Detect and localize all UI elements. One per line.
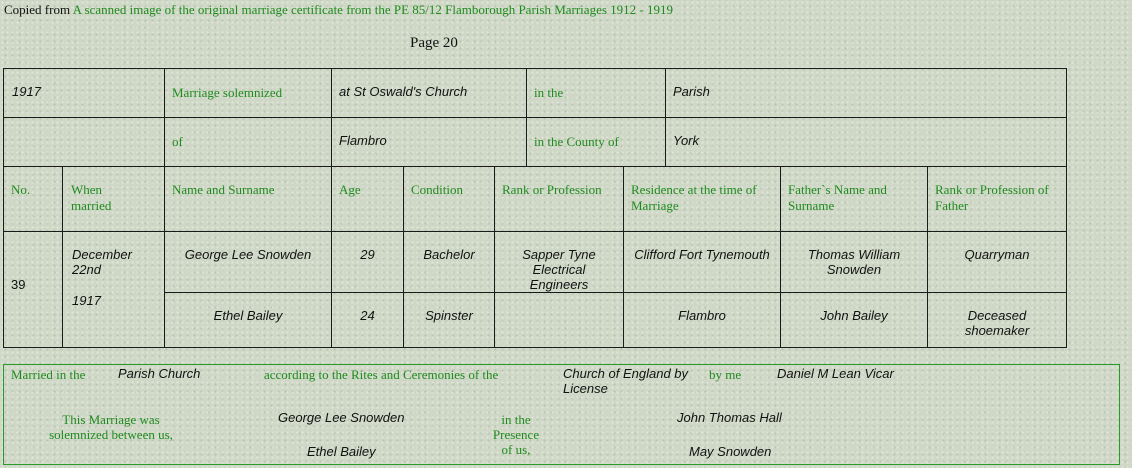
of-value: Flambro: [339, 133, 387, 148]
col-header-rank: Rank or Profession: [502, 182, 602, 197]
witness-1: John Thomas Hall: [677, 410, 782, 425]
county-value: York: [673, 133, 700, 148]
party-2: Ethel Bailey: [307, 444, 376, 459]
col-header-father-rank: Rank or Profession of Father: [935, 182, 1049, 213]
bride-residence: Flambro: [678, 308, 726, 323]
marriage-solemnized-label: Marriage solemnized: [172, 85, 283, 100]
married-in-label: Married in the: [11, 367, 86, 382]
groom-residence: Clifford Fort Tynemouth: [634, 247, 770, 262]
col-header-father-name: Father`s Name and Surname: [788, 182, 887, 213]
entry-number: 39: [11, 277, 26, 292]
officiant-value: Daniel M Lean Vicar: [777, 366, 894, 381]
in-the-label: in the: [534, 85, 564, 100]
presence-label: in the Presence of us,: [492, 412, 540, 457]
bride-father-name: John Bailey: [820, 308, 888, 323]
grid-line: [3, 166, 1067, 167]
married-in-value: Parish Church: [118, 366, 201, 381]
source-line: [4, 2, 673, 18]
of-label: of: [172, 134, 183, 149]
between-label: This Marriage was solemnized between us,: [49, 412, 173, 442]
parish-value: Parish: [673, 84, 710, 99]
grid-line: [3, 347, 1067, 348]
col-header-condition: Condition: [411, 182, 464, 197]
grid-line: [3, 68, 4, 348]
groom-name: George Lee Snowden: [184, 247, 312, 262]
bride-age: 24: [360, 308, 375, 323]
col-header-no: No.: [11, 182, 31, 197]
groom-rank: Sapper Tyne Electrical Engineers: [522, 247, 596, 292]
place-value: at St Oswald's Church: [339, 84, 468, 99]
entry-date-day: December 22nd: [72, 247, 132, 277]
county-label: in the County of: [534, 134, 619, 149]
grid-line: [164, 68, 165, 348]
groom-father-name: Thomas William Snowden: [807, 247, 901, 277]
by-me-label: by me: [709, 367, 742, 382]
entry-date-year: 1917: [72, 293, 101, 308]
solemnization-box: [3, 364, 1120, 465]
bride-father-rank: Deceased shoemaker: [964, 308, 1030, 338]
groom-condition: Bachelor: [423, 247, 475, 262]
col-header-age: Age: [339, 182, 361, 197]
col-header-residence: Residence at the time of Marriage: [631, 182, 757, 213]
year-value: 1917: [12, 84, 41, 99]
col-header-when: When married: [71, 182, 112, 213]
groom-father-rank: Quarryman: [964, 247, 1030, 262]
grid-line: [331, 68, 332, 348]
groom-age: 29: [360, 247, 375, 262]
witness-2: May Snowden: [689, 444, 772, 459]
grid-line: [3, 68, 1067, 69]
grid-line: [665, 68, 666, 166]
page-number: Page 20: [410, 35, 458, 51]
grid-line: [494, 166, 495, 348]
rites-label: according to the Rites and Ceremonies of the: [264, 367, 499, 382]
col-header-name: Name and Surname: [172, 182, 275, 197]
grid-line: [3, 117, 1067, 118]
bride-condition: Spinster: [425, 308, 473, 323]
party-1: George Lee Snowden: [278, 410, 405, 425]
source-text: A scanned image of the original marriage certificate from the PE 85/12 Flamborough Parish Marriages 1912 - 1919: [72, 2, 673, 17]
grid-line: [62, 166, 63, 348]
church-value: Church of England by License: [563, 366, 689, 396]
grid-line: [526, 68, 527, 166]
grid-line: [1066, 68, 1067, 348]
grid-line: [3, 231, 1067, 232]
source-prefix: Copied from: [4, 2, 73, 17]
grid-line: [164, 292, 1067, 293]
marriage-register-table: [3, 68, 1067, 348]
bride-name: Ethel Bailey: [213, 308, 283, 323]
